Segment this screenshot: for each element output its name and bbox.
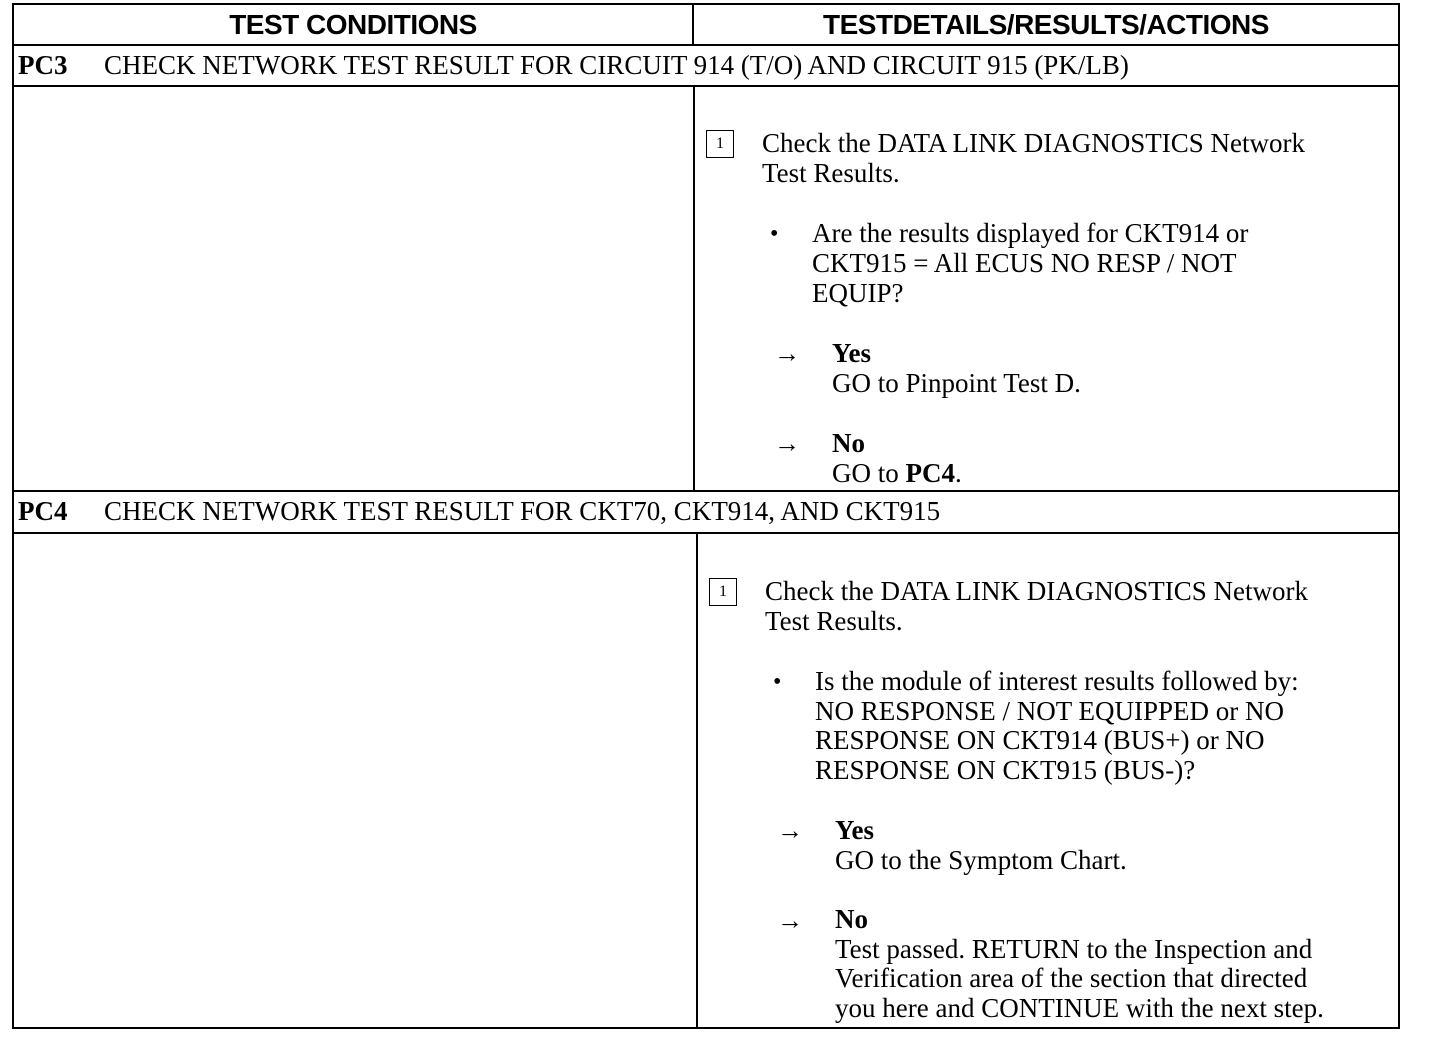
pc3-yes-branch <box>832 338 1081 398</box>
pc4-no-action-line-2: Verification area of the section that directed <box>835 963 1308 993</box>
pc3-yes-action: GO to Pinpoint Test D. <box>832 368 1081 398</box>
pc3-step-number-box: 1 <box>706 130 734 158</box>
pc4-yes-label: Yes <box>835 815 874 845</box>
pc3-column-divider <box>693 85 695 492</box>
pc3-no-arrow: → <box>774 429 800 458</box>
pc3-bottom-divider <box>12 490 1400 492</box>
pc4-title: CHECK NETWORK TEST RESULT FOR CKT70, CKT914, AND CKT915 <box>104 496 941 526</box>
pc3-no-action-target: PC4 <box>905 458 955 488</box>
pc4-yes-arrow: → <box>777 816 803 845</box>
pc4-step-text: Check the DATA LINK DIAGNOSTICS Network Test Results. <box>765 576 1309 636</box>
pc3-id: PC3 <box>18 50 68 80</box>
pc3-title-row <box>18 50 1129 81</box>
pc4-no-arrow: → <box>777 906 803 935</box>
pc3-yes-label: Yes <box>832 338 871 368</box>
pc4-id: PC4 <box>18 496 68 526</box>
pc3-title-divider <box>12 85 1400 87</box>
pc4-no-action-line-1: Test passed. RETURN to the Inspection and <box>835 933 1313 964</box>
pc4-title-row <box>18 496 940 527</box>
pc3-no-branch <box>832 428 962 488</box>
pc3-question: Are the results displayed for CKT914 or CKT915 = All ECUS NO RESP / NOT EQUIP? <box>812 218 1249 308</box>
pc4-title-divider <box>12 532 1400 534</box>
pc4-question: Is the module of interest results followed by: NO RESPONSE / NOT EQUIPPED or NO RESPONSE ON CKT914 (BUS+) or NO RESPONSE ON CKT915 (BUS-)? <box>815 666 1299 785</box>
pc3-step-text: Check the DATA LINK DIAGNOSTICS Network Test Results. <box>762 128 1306 188</box>
pc3-yes-arrow: → <box>774 339 800 368</box>
pc3-no-label: No <box>832 428 865 458</box>
pc4-yes-action: GO to the Symptom Chart. <box>835 845 1127 875</box>
header-test-details: TESTDETAILS/RESULTS/ACTIONS <box>823 9 1269 40</box>
pc3-title: CHECK NETWORK TEST RESULT FOR CIRCUIT 914 (T/O) AND CIRCUIT 915 (PK/LB) <box>104 50 1129 80</box>
pc4-no-branch <box>835 905 1324 1023</box>
pc4-no-action-line-3: you here and CONTINUE with the next step. <box>835 992 1324 1023</box>
pc4-no-label: No <box>835 904 868 934</box>
pc4-bullet: • <box>773 669 782 695</box>
pc3-no-action: GO to PC4. <box>832 458 962 488</box>
header-test-conditions: TEST CONDITIONS <box>229 9 477 40</box>
pc4-column-divider <box>696 532 698 1029</box>
pc4-yes-branch <box>835 815 1127 875</box>
pc4-step-number-box: 1 <box>709 578 737 606</box>
pc3-bullet: • <box>770 221 779 247</box>
